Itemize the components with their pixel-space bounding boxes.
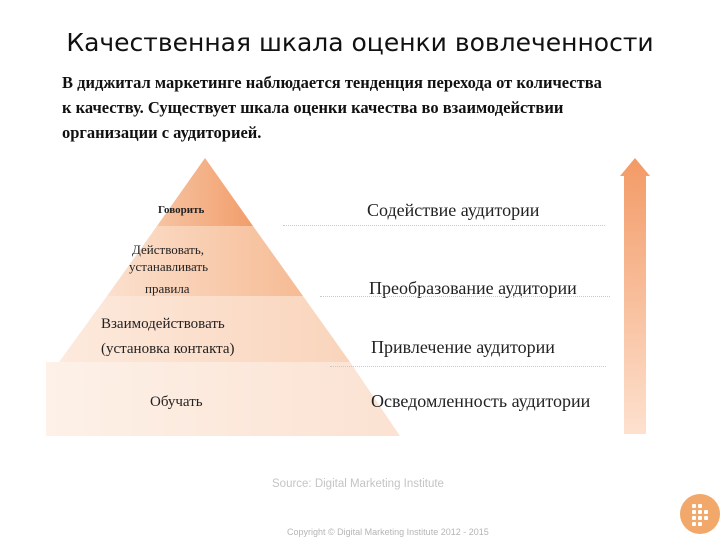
scale-label-4: Осведомленность аудитории [371,391,591,411]
slide-title: Качественная шкала оценки вовлеченности [66,28,654,57]
pyramid-label-level-1: Говорить [158,204,205,216]
scale-label-1: Содействие аудитории [367,200,540,220]
pyramid-label-level-2: устанавливать [129,259,209,274]
intro-line: В диджитал маркетинге наблюдается тенденция перехода от количества [62,73,602,92]
pyramid-label-level-4: Обучать [150,394,203,410]
dmi-logo-icon [680,494,720,534]
copyright-note: Copyright © Digital Marketing Institute 2012 - 2015 [287,527,489,537]
pyramid-label-level-3: (установка контакта) [101,341,235,357]
pyramid-label-level-2: Действовать, [132,242,205,257]
pyramid-label-level-3: Взаимодействовать [101,316,225,332]
scale-label-2: Преобразование аудитории [369,278,577,298]
pyramid-label-level-2: правила [145,281,190,296]
scale-label-3: Привлечение аудитории [371,337,555,357]
intro-line: к качеству. Существует шкала оценки качества во взаимодействии [62,98,564,117]
source-note: Source: Digital Marketing Institute [272,478,444,490]
intro-line: организации с аудиторией. [62,123,262,142]
